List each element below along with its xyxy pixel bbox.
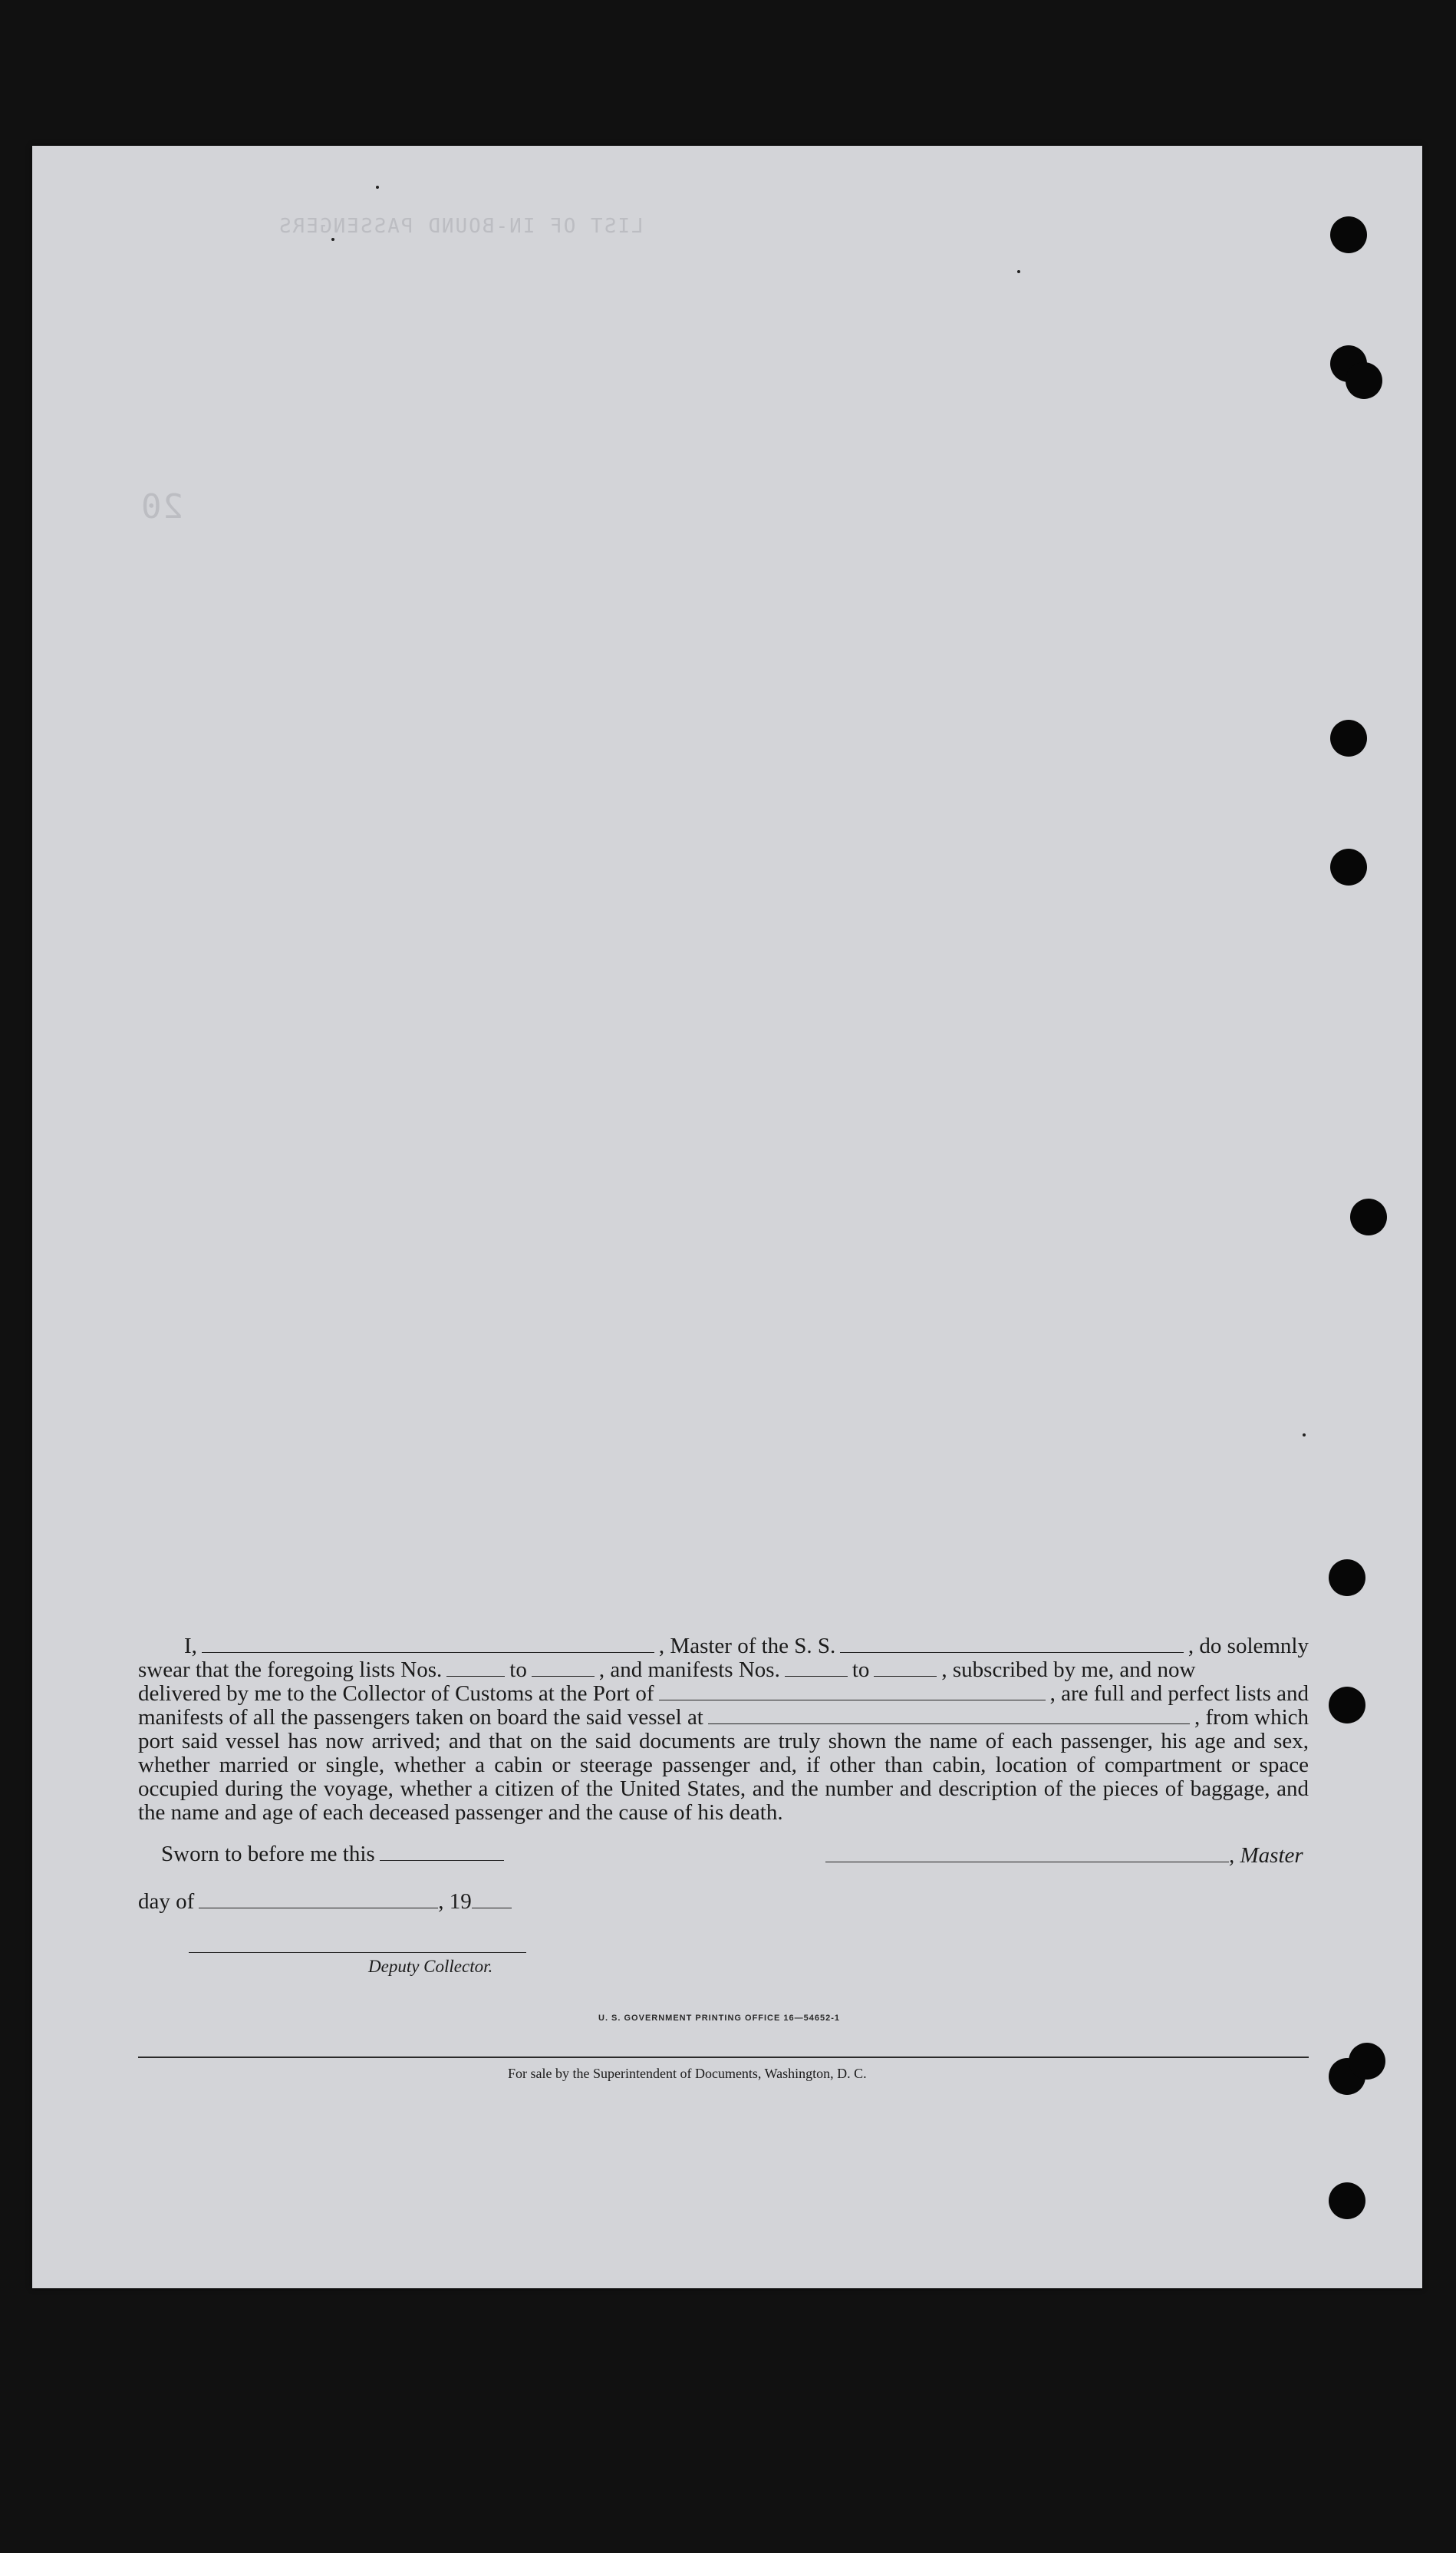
document-page [32,146,1422,2288]
vessel-name-field[interactable] [840,1635,1184,1653]
bleed-through-title: LIST OF IN-BOUND PASSENGERS [278,215,644,238]
oath-text: swear that the foregoing lists Nos. [138,1657,443,1682]
oath-text: , subscribed by me, and now [941,1657,1196,1682]
punch-hole-10 [1349,2043,1385,2080]
lists-to-field[interactable] [532,1659,595,1677]
month-field[interactable] [199,1891,438,1908]
sworn-label: Sworn to before me this [161,1842,375,1866]
oath-text: , Master of the S. S. [658,1634,836,1658]
sworn-date-field[interactable] [380,1843,504,1861]
punch-hole-11 [1329,2182,1365,2219]
printer-imprint: U. S. GOVERNMENT PRINTING OFFICE 16—54652-1 [598,2014,841,2023]
oath-text: delivered by me to the Collector of Customs at the Port of [138,1681,654,1706]
oath-text: , are full and perfect lists and [1049,1681,1309,1706]
oath-text: , from which [1194,1705,1309,1730]
manifests-to-field[interactable] [874,1659,937,1677]
punch-hole-1 [1330,216,1367,253]
bleed-through-number: 20 [140,487,183,526]
oath-text: manifests of all the passengers taken on board the said vessel at [138,1705,703,1730]
for-sale-notice: For sale by the Superintendent of Documents, Washington, D. C. [508,2066,867,2081]
oath-text: , do solemnly [1188,1634,1309,1658]
master-caption: , Master [1229,1843,1303,1868]
footer-rule [138,2057,1309,2058]
speck [1303,1433,1306,1436]
day-of-label: day of [138,1889,195,1914]
punch-hole-6 [1350,1199,1387,1235]
oath-paragraph [138,1634,1309,1825]
lists-from-field[interactable] [446,1659,505,1677]
punch-hole-4 [1330,720,1367,757]
port-of-field[interactable] [659,1683,1046,1700]
year-field[interactable] [472,1891,512,1908]
deputy-signature-field[interactable] [189,1935,526,1953]
oath-text: to [509,1657,527,1682]
speck [376,186,379,189]
punch-hole-3 [1346,362,1382,399]
manifests-from-field[interactable] [785,1659,848,1677]
oath-line-3 [138,1682,1309,1706]
oath-line-4 [138,1706,1309,1730]
master-signature-field[interactable] [825,1845,1229,1862]
master-name-field[interactable] [202,1635,654,1653]
deputy-caption: Deputy Collector. [368,1957,493,1976]
year-label: , 19 [438,1889,472,1914]
day-of-line [138,1889,516,1915]
oath-text: I, [184,1634,197,1658]
sworn-line [161,1842,509,1867]
punch-hole-8 [1329,1687,1365,1723]
oath-line-1 [138,1634,1309,1658]
speck [1017,270,1020,273]
punch-hole-7 [1329,1559,1365,1596]
speck [331,238,334,241]
oath-text: to [852,1657,870,1682]
oath-line-2 [138,1658,1309,1682]
oath-text: , and manifests Nos. [598,1657,780,1682]
embark-port-field[interactable] [708,1707,1190,1724]
punch-hole-5 [1330,849,1367,886]
oath-body: port said vessel has now arrived; and that on the said documents are truly shown the name of each passenger, his age and sex, whether married or single, whether a cabin or steerage passenger and, if other than cabin, location of compartment or space occupied during the voyage, whether a citizen of the United States, and the number and description of the pieces of baggage, and the name and age of each deceased passenger and the cause of his death. [138,1729,1309,1825]
master-signature-line [821,1843,1303,1869]
